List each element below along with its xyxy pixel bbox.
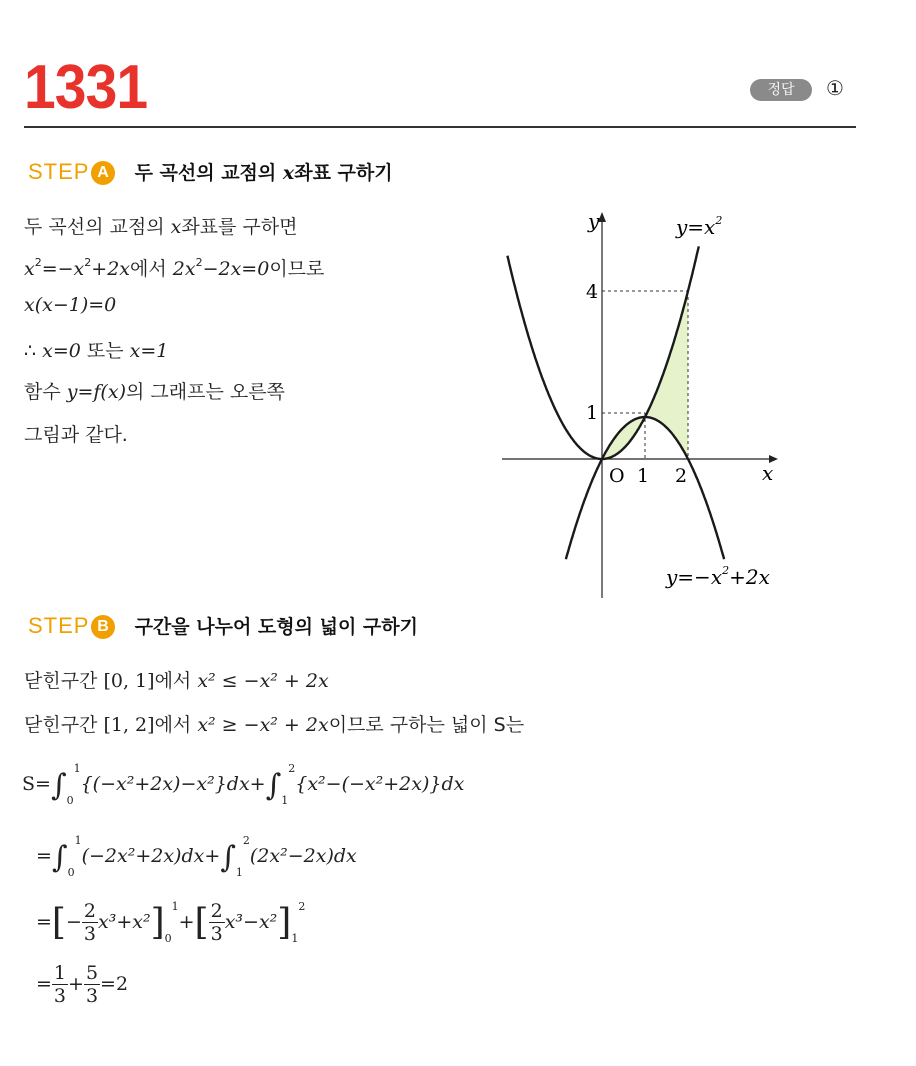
step-a-badge: A [91,161,115,185]
step-a-line-2: $x^2=-x^2+2x$에서 $2x^2-2x=0$이므로 [24,256,325,280]
step-a-line-6: 그림과 같다. [24,424,128,446]
x-tick-2: 2 [675,465,688,487]
step-b-heading [28,612,418,639]
parabola-graph [490,200,820,600]
answer-badge: 정답 [750,79,812,101]
shaded-region-0-1 [602,417,645,459]
step-a-title: 두 곡선의 교점의 x좌표 구하기 [134,162,393,184]
step-b-line-2: 닫힌구간 [1, 2]에서 x² ≥ −x² + 2x이므로 구하는 넓이 S는 [24,714,525,736]
x-tick-1: 1 [637,465,650,487]
problem-number: 1331 [24,53,148,122]
step-a-heading [28,158,393,185]
step-b-title: 구간을 나누어 도형의 넓이 구하기 [134,616,418,638]
step-a-line-1: 두 곡선의 교점의 x좌표를 구하면 [24,216,298,238]
step-a-label: STEP A [28,159,115,184]
step-b-badge: B [91,615,115,639]
equation-1: $S=\int_0^1\{(-x^2+2x)-x^2\}dx+\int_1^2\{x^2-(-x^2+2x)\}dx$ [22,762,465,807]
x-axis-label: x [762,461,774,485]
step-a-line-4: ∴ x=0 또는 x=1 [24,340,169,362]
step-b-line-1: 닫힌구간 [0, 1]에서 x² ≤ −x² + 2x [24,670,329,692]
step-a-line-5: 함수 y=f(x)의 그래프는 오른쪽 [24,381,285,403]
curve1-label: $y=x^2$ [676,214,723,239]
step-a-line-3: x(x−1)=0 [24,294,117,316]
step-b-label: STEP B [28,613,115,638]
answer-value: ① [826,76,844,100]
origin-label: O [609,465,625,487]
y-tick-1: 1 [586,402,599,424]
y-tick-4: 4 [586,281,599,303]
equation-3: =[− $\frac{2}{3}$ $x^3+x^2]_0^1+$[ $\frac{2}{3}$ $x^3-x^2]_1^2$ [36,900,306,945]
header-divider [24,126,856,128]
equation-2: $=\int_0^1(-2x^2+2x)dx+\int_1^2(2x^2-2x)dx$ [36,834,357,879]
y-axis-label: y [588,209,600,233]
curve2-label: $y=-x^2+2x$ [666,564,770,589]
equation-4: = $\frac{1}{3}$ + $\frac{5}{3}$ =2 [36,962,129,1007]
